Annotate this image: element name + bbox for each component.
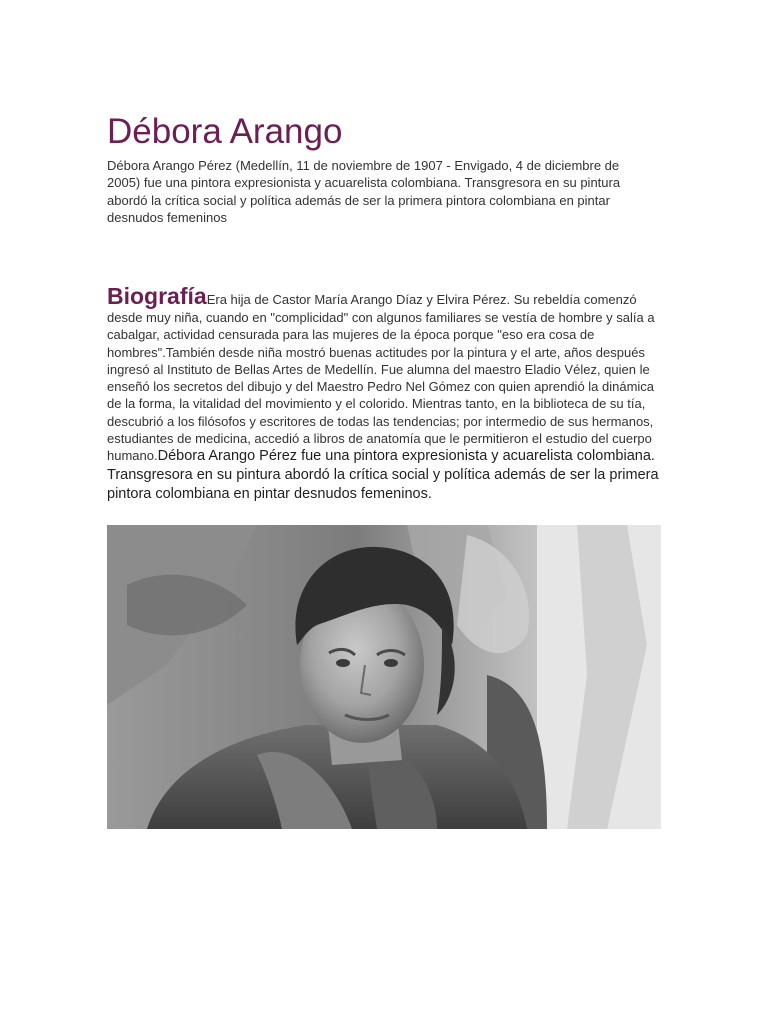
portrait-photo [107,525,661,829]
biography-body: Era hija de Castor María Arango Díaz y Elvira Pérez. Su rebeldía comenzó desde muy niña, cuando en "complicidad" con algunos familiares se vestía de hombre y salía a cabalgar, actividad censurada para las mujeres de la época porque "eso era cosa de hombres".También desde niña mostró buenas actitudes por la pintura y el arte, años después ingresó al Instituto de Bellas Artes de Medellín. Fue alumna del maestro Eladio Vélez, quien le enseñó los secretos del dibujo y del Maestro Pedro Nel Gómez con quien aprendió la dinámica de la forma, la vitalidad del movimiento y el colorido. Mientras tanto, en la biblioteca de su tía, descubrió a los filósofos y escritores de todas las tendencias; por intermedio de sus hermanos, estudiantes de medicina, accedió a libros de anatomía que le permitieron el estudio del cuerpo humano. [107,292,655,464]
intro-paragraph: Débora Arango Pérez (Medellín, 11 de noviembre de 1907 - Envigado, 4 de diciembre de 2005) fue una pintora expresionista y acuarelista colombiana. Transgresora en su pintura abordó la crítica social y política además de ser la primera pintora colombiana en pintar desnudos femeninos [107,158,621,225]
biography-closing: Débora Arango Pérez fue una pintora expresionista y acuarelista colombiana. Transgresora en su pintura abordó la crítica social y política además de ser la primera pintora colombiana en pintar desnudos femeninos. [107,448,659,503]
biography-heading: Biografía [107,283,207,309]
page-title: Débora Arango [107,112,343,151]
biography-section [107,283,667,504]
